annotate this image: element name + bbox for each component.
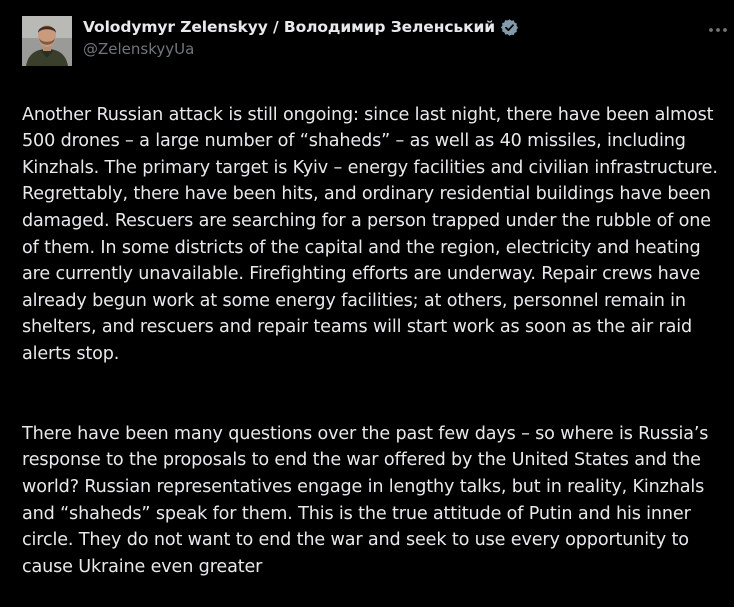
avatar-image <box>22 16 72 66</box>
name-row <box>83 16 519 38</box>
author-handle[interactable]: @ZelenskyyUa <box>83 40 195 58</box>
author-display-name[interactable]: Volodymyr Zelenskyy / Володимир Зеленський <box>83 18 496 36</box>
post-paragraph-2: There have been many questions over the past few days – so where is Russia’s response to the proposals to end the war offered by the United States and the world? Russian representatives engage in lengthy talks, but in reality, Kinzhals and “shaheds” speak for them. This is the true attitude of Putin and his inner circle. They do not want to end the war and seek to use every opportunity to cause Ukraine even greater <box>22 423 709 577</box>
more-options-icon[interactable] <box>706 18 730 42</box>
post-text <box>22 75 728 607</box>
post-paragraph-1: Another Russian attack is still ongoing: since last night, there have been almost 500 drones – a large number of “shaheds” – as well as 40 missiles, including Kinzhals. The primary target is Kyiv – energy facilities and civilian infrastructure. Regrettably, there have been hits, and ordinary residential buildings have been damaged. Rescuers are searching for a person trapped under the rubble of one of them. In some districts of the capital and the region, electricity and heating are currently unavailable. Firefighting efforts are underway. Repair crews have already begun work at some energy facilities; at others, personnel remain in shelters, and rescuers and repair teams will start work as soon as the air raid alerts stop. <box>22 104 718 364</box>
post-header <box>22 14 734 62</box>
avatar[interactable] <box>22 16 72 66</box>
author-names <box>83 16 519 58</box>
verified-badge-icon[interactable] <box>500 18 519 37</box>
